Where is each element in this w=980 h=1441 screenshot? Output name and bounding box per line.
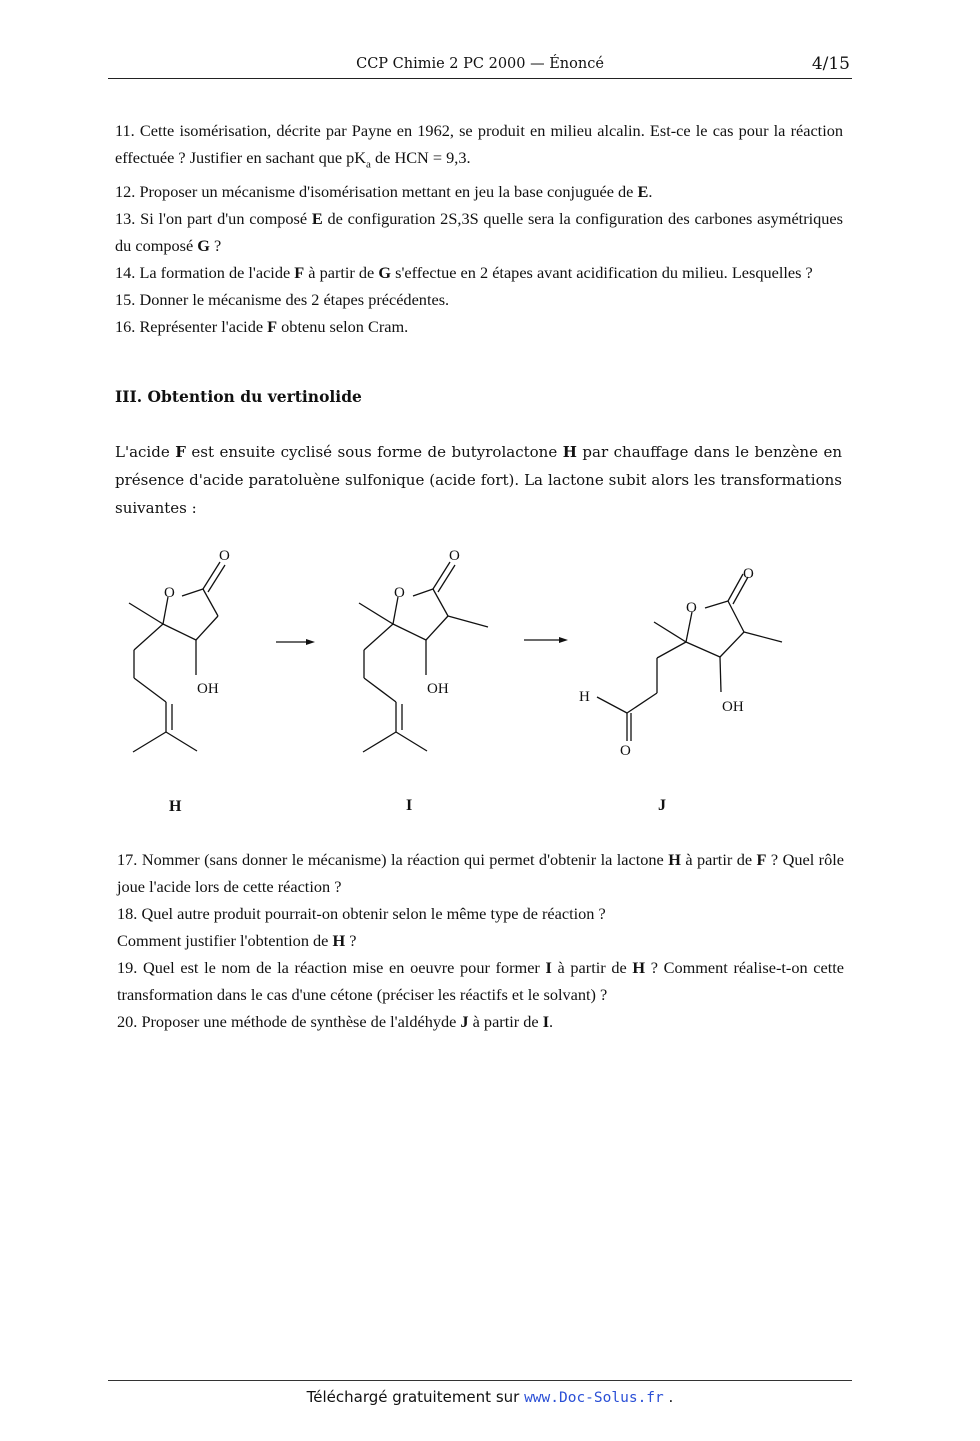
question-16: 16. Représenter l'acide F obtenu selon Cram. — [115, 317, 409, 337]
compound-h-structure — [129, 548, 230, 752]
section-title: III. Obtention du vertinolide — [115, 387, 362, 406]
reaction-scheme — [0, 530, 980, 830]
question-14: 14. La formation de l'acide F à partir de G s'effectue en 2 étapes avant acidification du milieu. Lesquelles ? — [115, 263, 813, 283]
page-header — [108, 54, 852, 79]
reaction-arrow-1 — [276, 639, 315, 645]
compound-label-j: J — [658, 797, 666, 814]
footer-end: . — [663, 1388, 674, 1406]
intro-paragraph: L'acide F est ensuite cyclisé sous forme de butyrolactone H par chauffage dans le benzène en présence d'acide paratoluène sulfonique (acide fort). La lactone subit alors les transformations suivantes : — [115, 443, 842, 517]
page-footer — [0, 1388, 980, 1406]
j-hydroxyl: OH — [722, 699, 744, 715]
h-ring-oxygen: O — [164, 585, 175, 601]
i-carbonyl-oxygen: O — [449, 548, 460, 564]
question-12: 12. Proposer un mécanisme d'isomérisation mettant en jeu la base conjuguée de E. — [115, 182, 653, 202]
reaction-arrow-2 — [524, 637, 568, 643]
i-hydroxyl: OH — [427, 681, 449, 697]
compound-i-structure — [359, 548, 488, 752]
page-number: 4/15 — [811, 54, 850, 74]
h-hydroxyl: OH — [197, 681, 219, 697]
question-18: 18. Quel autre produit pourrait-on obtenir selon le même type de réaction ? — [117, 904, 606, 923]
question-18-continued: Comment justifier l'obtention de H ? — [117, 931, 357, 950]
question-13: 13. Si l'on part d'un composé E de configuration 2S,3S quelle sera la configuration des carbones asymétriques du composé G ? — [115, 209, 843, 256]
question-11: 11. Cette isomérisation, décrite par Payne en 1962, se produit en milieu alcalin. Est-ce le cas pour la réaction effectuée ? Justifier en sachant que $pK_a$ de HCN = 9,3. — [115, 121, 843, 171]
question-17: 17. Nommer (sans donner le mécanisme) la réaction qui permet d'obtenir la lactone H à partir de F ? Quel rôle joue l'acide lors de cette réaction ? — [117, 850, 844, 896]
questions-17-20 — [117, 846, 844, 1035]
question-15: 15. Donner le mécanisme des 2 étapes précédentes. — [115, 290, 450, 310]
header-title: CCP Chimie 2 PC 2000 — Énoncé — [356, 56, 604, 72]
j-aldehyde-hydrogen: H — [579, 689, 590, 705]
j-aldehyde-oxygen: O — [620, 743, 631, 759]
questions-11-16 — [115, 117, 843, 340]
compound-label-i: I — [406, 797, 413, 814]
j-ring-oxygen: O — [686, 600, 697, 616]
question-19: 19. Quel est le nom de la réaction mise en oeuvre pour former I à partir de H ? Comment réalise-t-on cette transformation dans le cas d'une cétone (préciser les réactifs et le solvant) ? — [117, 958, 845, 1004]
question-20: 20. Proposer une méthode de synthèse de l'aldéhyde J à partir de I. — [117, 1012, 554, 1031]
j-carbonyl-oxygen: O — [743, 566, 754, 582]
footer-divider — [108, 1380, 852, 1381]
footer-text: Téléchargé gratuitement sur — [306, 1388, 525, 1406]
compound-j-structure — [579, 566, 782, 759]
h-carbonyl-oxygen: O — [219, 548, 230, 564]
i-ring-oxygen: O — [394, 585, 405, 601]
compound-label-h: H — [169, 798, 182, 815]
footer-link[interactable]: www.Doc-Solus.fr — [524, 1390, 664, 1406]
